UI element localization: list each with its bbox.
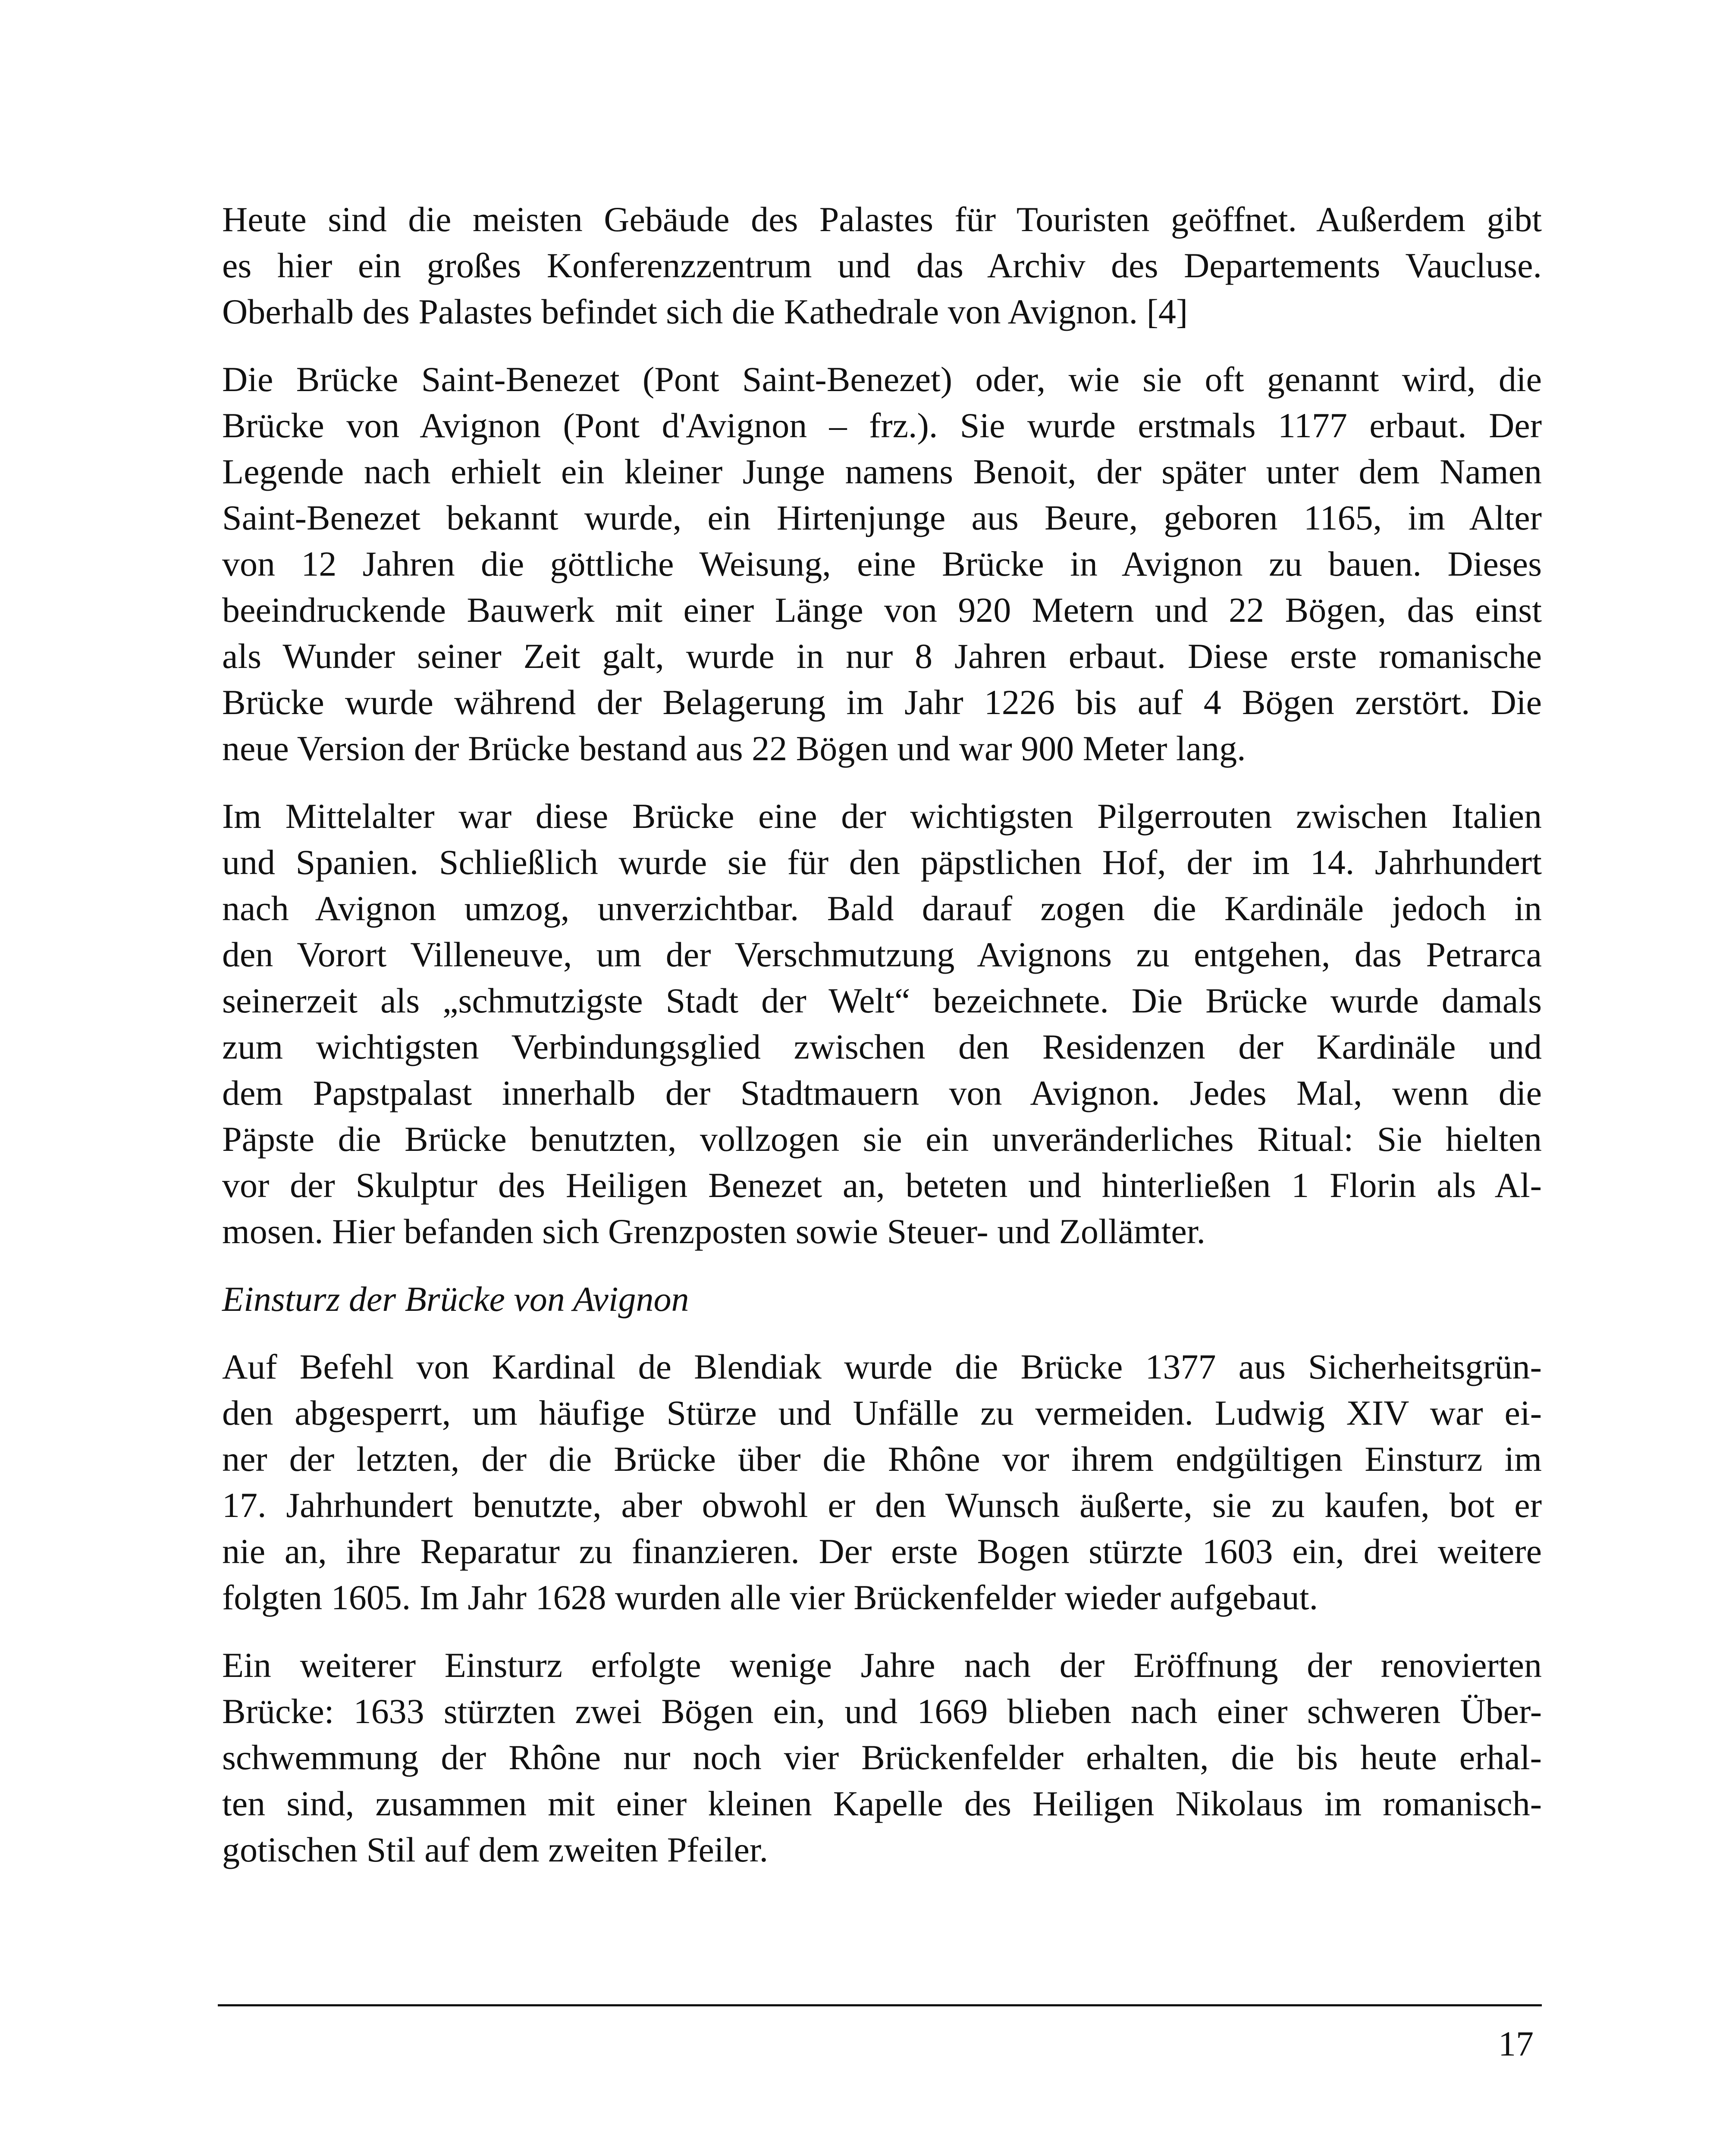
text-line: es hier ein großes Konferenzzentrum und das Archiv des Departements Vaucluse.	[222, 246, 1542, 285]
text-line: vor der Skulptur des Heiligen Benezet an, beteten und hinterließen 1 Florin als Al-	[222, 1166, 1542, 1205]
text-line: zum wichtigsten Verbindungsglied zwischen den Residenzen der Kardinäle und	[222, 1027, 1542, 1066]
text-line: nie an, ihre Reparatur zu finanzieren. Der erste Bogen stürzte 1603 ein, drei weitere	[222, 1532, 1542, 1571]
text-line: den Vorort Villeneuve, um der Verschmutzung Avignons zu entgehen, das Petrarca	[222, 935, 1542, 974]
text-line: gotischen Stil auf dem zweiten Pfeiler.	[222, 1830, 769, 1869]
text-line: ten sind, zusammen mit einer kleinen Kapelle des Heiligen Nikolaus im romanisch-	[222, 1784, 1542, 1823]
text-line: Brücke: 1633 stürzten zwei Bögen ein, und 1669 blieben nach einer schweren Über-	[222, 1692, 1542, 1731]
paragraph-spacer	[222, 1254, 1542, 1276]
text-line: Brücke von Avignon (Pont d'Avignon – frz.). Sie wurde erstmals 1177 erbaut. Der	[222, 406, 1542, 445]
text-line: Saint-Benezet bekannt wurde, ein Hirtenjunge aus Beure, geboren 1165, im Alter	[222, 498, 1542, 537]
text-line: und Spanien. Schließlich wurde sie für den päpstlichen Hof, der im 14. Jahrhundert	[222, 843, 1542, 882]
text-line: 17. Jahrhundert benutzte, aber obwohl er den Wunsch äußerte, sie zu kaufen, bot er	[222, 1485, 1542, 1525]
section-heading	[222, 1276, 1542, 1322]
paragraph-spacer	[222, 1620, 1542, 1642]
paragraph-palace	[222, 196, 1542, 335]
text-line: folgten 1605. Im Jahr 1628 wurden alle vier Brückenfelder wieder aufgebaut.	[222, 1578, 1318, 1617]
footer-rule	[218, 2004, 1542, 2006]
text-line: Im Mittelalter war diese Brücke eine der wichtigsten Pilgerrouten zwischen Italien	[222, 796, 1542, 836]
paragraph-spacer	[222, 771, 1542, 793]
text-line: Brücke wurde während der Belagerung im Jahr 1226 bis auf 4 Bögen zerstört. Die	[222, 683, 1542, 722]
text-line: Ein weiterer Einsturz erfolgte wenige Jahre nach der Eröffnung der renovierten	[222, 1645, 1542, 1685]
text-line: nach Avignon umzog, unverzichtbar. Bald darauf zogen die Kardinäle jedoch in	[222, 889, 1542, 928]
paragraph-collapse	[222, 1344, 1542, 1620]
paragraph-spacer	[222, 335, 1542, 356]
paragraph-bridge-history	[222, 356, 1542, 771]
text-line: neue Version der Brücke bestand aus 22 Bögen und war 900 Meter lang.	[222, 729, 1246, 768]
text-line: mosen. Hier befanden sich Grenzposten sowie Steuer- und Zollämter.	[222, 1212, 1206, 1251]
text-line: Oberhalb des Palastes befindet sich die Kathedrale von Avignon. [4]	[222, 292, 1188, 331]
page-number: 17	[1498, 2024, 1534, 2063]
section-heading-text: Einsturz der Brücke von Avignon	[222, 1279, 689, 1319]
body-text	[222, 196, 1542, 1873]
paragraph-spacer	[222, 1322, 1542, 1344]
text-line: dem Papstpalast innerhalb der Stadtmauern von Avignon. Jedes Mal, wenn die	[222, 1073, 1542, 1112]
text-line: schwemmung der Rhône nur noch vier Brückenfelder erhalten, die bis heute erhal-	[222, 1738, 1542, 1777]
text-line: den abgesperrt, um häufige Stürze und Unfälle zu vermeiden. Ludwig XIV war ei-	[222, 1393, 1542, 1432]
text-line: Legende nach erhielt ein kleiner Junge namens Benoit, der später unter dem Namen	[222, 452, 1542, 491]
text-line: ner der letzten, der die Brücke über die Rhône vor ihrem endgültigen Einsturz im	[222, 1439, 1542, 1479]
text-line: beeindruckende Bauwerk mit einer Länge von 920 Metern und 22 Bögen, das einst	[222, 590, 1542, 630]
text-line: als Wunder seiner Zeit galt, wurde in nur 8 Jahren erbaut. Diese erste romanische	[222, 636, 1542, 676]
paragraph-middle-ages	[222, 793, 1542, 1254]
text-line: Auf Befehl von Kardinal de Blendiak wurde die Brücke 1377 aus Sicherheitsgrün-	[222, 1347, 1542, 1386]
text-line: Die Brücke Saint-Benezet (Pont Saint-Benezet) oder, wie sie oft genannt wird, die	[222, 360, 1542, 399]
text-line: von 12 Jahren die göttliche Weisung, eine Brücke in Avignon zu bauen. Dieses	[222, 544, 1542, 583]
paragraph-further-collapse	[222, 1642, 1542, 1873]
text-line: Heute sind die meisten Gebäude des Palastes für Touristen geöffnet. Außerdem gibt	[222, 200, 1542, 239]
text-line: Päpste die Brücke benutzten, vollzogen sie ein unveränderliches Ritual: Sie hielten	[222, 1119, 1542, 1159]
text-line: seinerzeit als „schmutzigste Stadt der Welt“ bezeichnete. Die Brücke wurde damals	[222, 981, 1542, 1020]
